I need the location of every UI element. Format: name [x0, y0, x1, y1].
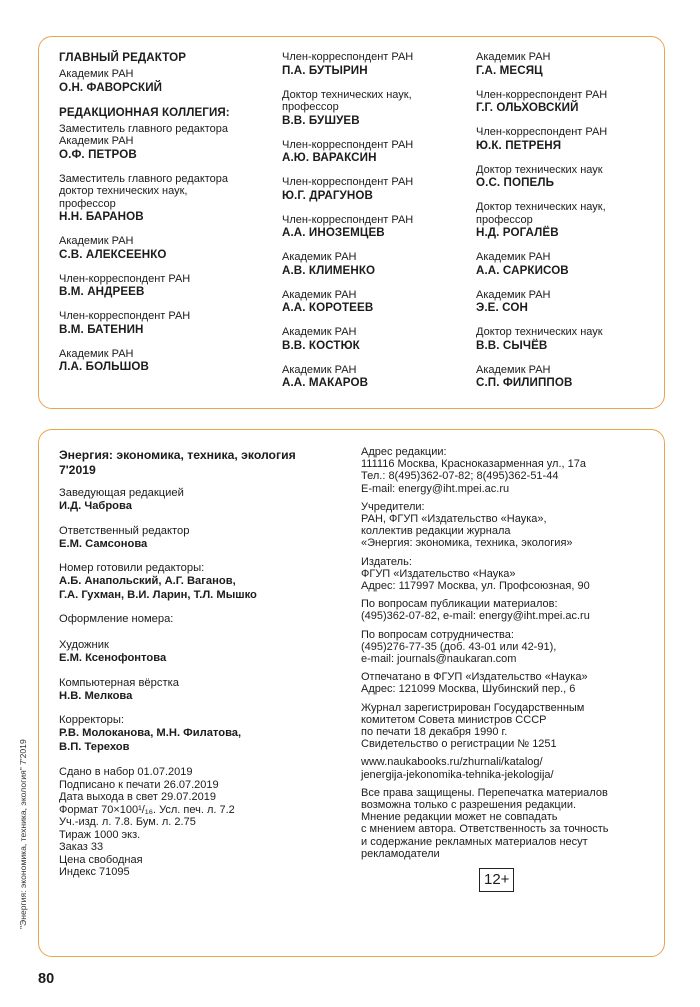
member-role: Член-корреспондент РАН	[282, 213, 414, 226]
member-name: А.А. МАКАРОВ	[282, 376, 369, 389]
board-column-2	[282, 51, 472, 401]
member-name: О.С. ПОПЕЛЬ	[476, 176, 555, 189]
board-member	[59, 273, 274, 300]
member-role: Член-корреспондент РАН	[59, 310, 191, 322]
board-member	[59, 348, 274, 375]
staff-entry	[59, 562, 349, 602]
staff-entry	[59, 714, 349, 754]
board-member	[282, 251, 472, 278]
member-role: Академик РАН	[59, 235, 134, 247]
member-role: Заместитель главного редактора Академик РАН	[59, 122, 229, 147]
member-name: Л.А. БОЛЬШОВ	[59, 360, 149, 373]
member-name: А.А. САРКИСОВ	[476, 263, 569, 277]
contact-block: Все права защищены. Перепечатка материалов возможна только с разрешения редакции. Мнение редакции может не совпадать с мнением автора. Ответственность за точность и содержание рекламных материалов несут рекламодатели	[361, 786, 609, 860]
staff-entry	[59, 613, 349, 666]
print-line: Тираж 1000 экз.	[59, 828, 141, 841]
member-role: Доктор технических наук, профессор	[282, 88, 412, 113]
contact-block: Учредители: РАН, ФГУП «Издательство «Наука», коллектив редакции журнала «Энергия: экономика, техника, экология»	[361, 500, 573, 550]
member-role: Член-корреспондент РАН	[59, 272, 191, 285]
print-line: Сдано в набор 01.07.2019	[59, 766, 193, 778]
board-member	[476, 126, 656, 153]
contact-block: www.naukabooks.ru/zhurnali/katalog/ jenergija-jekonomika-tehnika-jekologija/	[361, 756, 554, 781]
contact-block: Журнал зарегистрирован Государственным комитетом Совета министров СССР по печати 18 декабря 1990 г. Свидетельство о регистрации № 1251	[361, 701, 585, 751]
board-member	[282, 89, 472, 128]
staff-name: Е.М. Ксенофонтова	[59, 652, 167, 664]
member-role: Член-корреспондент РАН	[282, 176, 414, 188]
board-member	[282, 326, 472, 353]
member-name: Э.Е. СОН	[476, 301, 528, 314]
staff-name: А.Б. Анапольский, А.Г. Ваганов, Г.А. Гухман, В.И. Ларин, Т.Л. Мышко	[59, 575, 257, 601]
staff-name: Н.В. Мелкова	[59, 689, 133, 702]
contact-block: Адрес редакции: 111116 Москва, Красноказарменная ул., 17а Тел.: 8(495)362-07-82; 8(495)362-51-44 E-mail: energy@iht.mpei.ac.ru	[361, 446, 586, 495]
contact-block: По вопросам сотрудничества: (495)276-77-35 (доб. 43-01 или 42-91), e-mail: journals@naukaran.com	[361, 628, 557, 666]
member-name: С.П. ФИЛИППОВ	[476, 376, 573, 389]
staff-name: Р.В. Молоканова, М.Н. Филатова, В.П. Терехов	[59, 727, 242, 753]
member-name: О.Н. ФАВОРСКИЙ	[59, 80, 163, 94]
journal-title: Энергия: экономика, техника, экология 7'2019	[59, 448, 296, 477]
chief-editor-heading: ГЛАВНЫЙ РЕДАКТОР	[59, 51, 187, 64]
staff-label: Ответственный редактор	[59, 524, 190, 537]
board-member	[476, 89, 656, 116]
member-name: С.В. АЛЕКСЕЕНКО	[59, 247, 167, 261]
member-role: Академик РАН	[282, 363, 357, 376]
board-member	[59, 235, 274, 262]
staff-label: Заведующая редакцией	[59, 487, 184, 499]
staff-label: Номер готовили редакторы:	[59, 562, 205, 574]
staff-entry	[59, 677, 349, 704]
member-role: Заместитель главного редактора доктор технических наук, профессор	[59, 172, 229, 210]
member-role: Академик РАН	[59, 68, 134, 80]
imprint-panel	[38, 429, 665, 957]
age-rating-badge: 12+	[479, 868, 514, 892]
member-role: Академик РАН	[59, 347, 134, 360]
board-member	[282, 176, 472, 203]
member-name: О.Ф. ПЕТРОВ	[59, 147, 137, 161]
print-line: Уч.-изд. л. 7.8. Бум. л. 2.75	[59, 816, 196, 828]
member-role: Академик РАН	[476, 363, 551, 376]
chief-editor-entry	[59, 68, 274, 95]
board-member	[476, 251, 656, 278]
board-member	[59, 310, 274, 337]
member-name: А.А. ИНОЗЕМЦЕВ	[282, 226, 385, 239]
member-name: В.В. БУШУЕВ	[282, 113, 360, 127]
board-member	[476, 51, 656, 78]
print-line: Цена свободная	[59, 853, 143, 866]
print-line: Подписано к печати 26.07.2019	[59, 778, 219, 791]
board-member	[282, 289, 472, 316]
member-role: Член-корреспондент РАН	[282, 51, 414, 63]
print-line: Заказ 33	[59, 841, 104, 853]
board-member	[476, 289, 656, 316]
member-role: Доктор технических наук	[476, 326, 603, 338]
member-role: Член-корреспондент РАН	[282, 138, 414, 151]
board-heading: РЕДАКЦИОННАЯ КОЛЛЕГИЯ:	[59, 105, 230, 119]
staff-name: И.Д. Чаброва	[59, 500, 132, 512]
member-role: Доктор технических наук, профессор	[476, 201, 606, 226]
staff-label: Компьютерная вёрстка	[59, 676, 179, 689]
member-role: Доктор технических наук	[476, 163, 603, 176]
member-name: Ю.Г. ДРАГУНОВ	[282, 188, 373, 202]
member-name: В.В. КОСТЮК	[282, 338, 360, 352]
editorial-board-panel	[38, 36, 665, 409]
member-role: Академик РАН	[282, 251, 357, 263]
member-role: Академик РАН	[476, 251, 551, 263]
staff-entry	[59, 487, 349, 514]
imprint-left-column	[59, 448, 349, 879]
member-name: В.В. СЫЧЁВ	[476, 338, 548, 352]
member-name: А.В. КЛИМЕНКО	[282, 263, 376, 277]
member-name: А.А. КОРОТЕЕВ	[282, 301, 374, 314]
side-caption: "Энергия: экономика, техника, экология" 7'2019	[18, 739, 28, 929]
member-name: Н.Н. БАРАНОВ	[59, 210, 144, 223]
member-name: Н.Д. РОГАЛЁВ	[476, 226, 559, 239]
board-member	[476, 326, 656, 353]
board-member	[282, 51, 472, 78]
member-role: Академик РАН	[282, 288, 357, 301]
imprint-right-column	[361, 446, 657, 892]
board-member	[476, 201, 656, 240]
contact-block: По вопросам публикации материалов: (495)362-07-82, e-mail: energy@iht.mpei.ac.ru	[361, 598, 590, 623]
page-number: 80	[38, 971, 55, 987]
staff-name: Е.М. Самсонова	[59, 537, 148, 550]
board-member	[59, 123, 274, 162]
board-member	[476, 164, 656, 191]
member-role: Академик РАН	[282, 326, 357, 338]
print-details	[59, 766, 349, 879]
contact-block: Издатель: ФГУП «Издательство «Наука» Адрес: 117997 Москва, ул. Профсоюзная, 90	[361, 555, 590, 593]
print-line: Формат 70×100¹/₁₆. Усл. печ. л. 7.2	[59, 803, 235, 816]
contact-block: Отпечатано в ФГУП «Издательство «Наука» Адрес: 121099 Москва, Шубинский пер., 6	[361, 671, 588, 696]
staff-entry	[59, 525, 349, 552]
board-column-1	[59, 51, 274, 385]
member-name: П.А. БУТЫРИН	[282, 63, 368, 77]
print-line: Дата выхода в свет 29.07.2019	[59, 791, 217, 803]
member-name: В.М. АНДРЕЕВ	[59, 285, 145, 298]
member-name: Г.А. МЕСЯЦ	[476, 63, 543, 77]
print-line: Индекс 71095	[59, 866, 130, 878]
member-role: Член-корреспондент РАН	[476, 88, 608, 101]
member-role: Член-корреспондент РАН	[476, 126, 608, 138]
member-role: Академик РАН	[476, 288, 551, 301]
member-role: Академик РАН	[476, 51, 551, 63]
member-name: В.М. БАТЕНИН	[59, 322, 144, 336]
member-name: А.Ю. ВАРАКСИН	[282, 151, 377, 164]
board-member	[282, 139, 472, 166]
board-member	[476, 364, 656, 391]
member-name: Г.Г. ОЛЬХОВСКИЙ	[476, 101, 579, 114]
staff-label: Оформление номера: Художник	[59, 613, 174, 651]
board-member	[282, 364, 472, 391]
board-member	[282, 214, 472, 241]
member-name: Ю.К. ПЕТРЕНЯ	[476, 138, 562, 152]
board-member	[59, 173, 274, 225]
staff-label: Корректоры:	[59, 714, 125, 726]
board-column-3	[476, 51, 656, 401]
